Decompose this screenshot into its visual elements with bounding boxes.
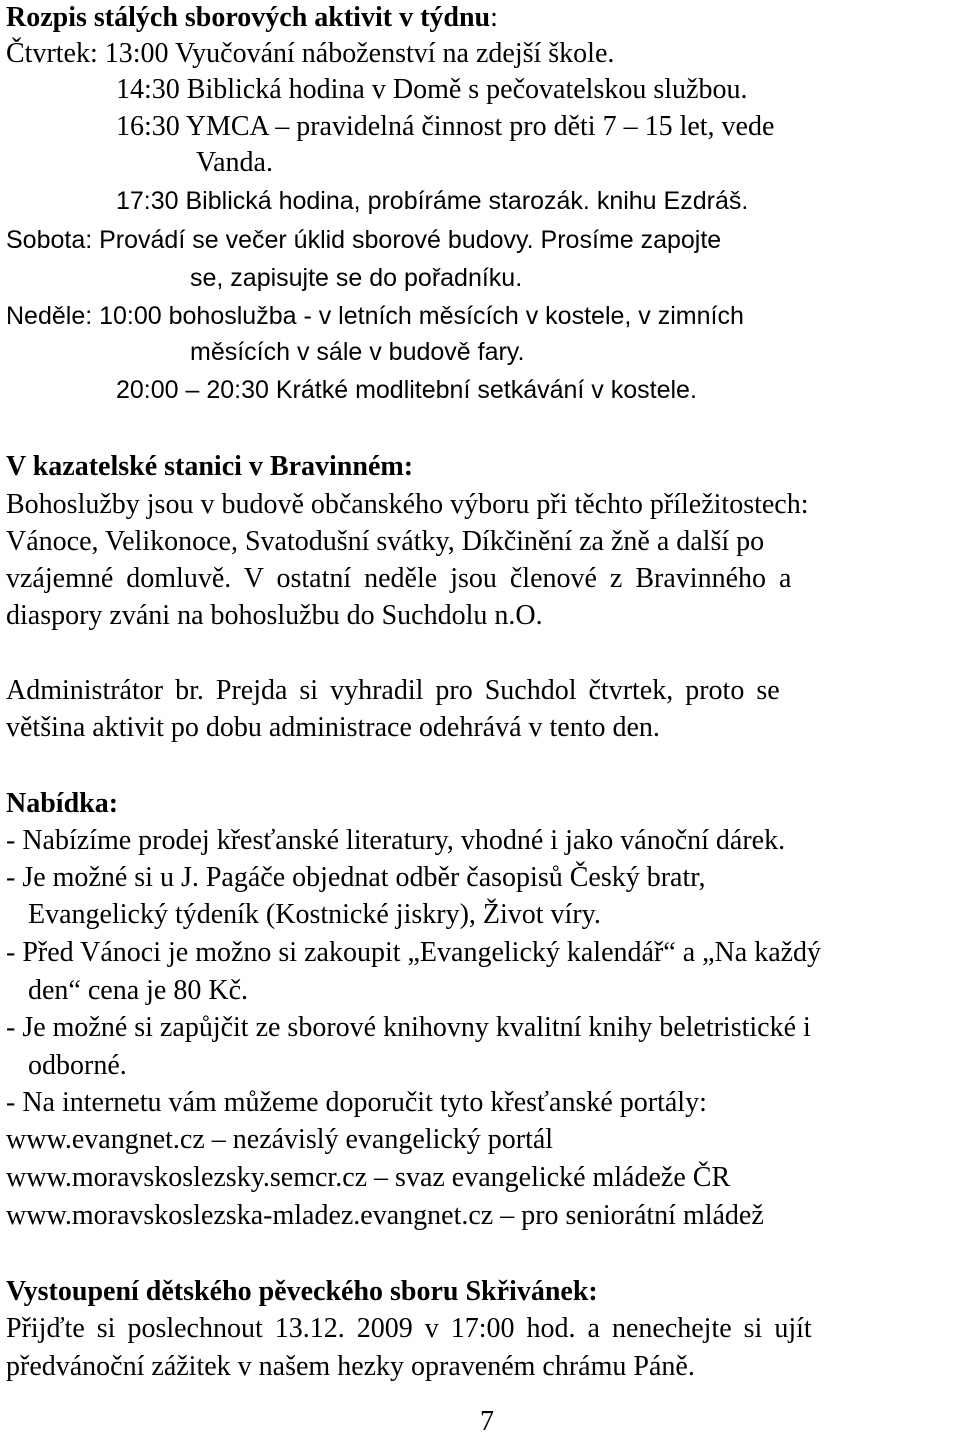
bravinne-heading: V kazatelské stanici v Bravinném: [6, 451, 414, 482]
admin-line-2: většina aktivit po dobu administrace odehrává v tento den. [6, 712, 660, 743]
portal-link-semcr: www.moravskoslezsky.semcr.cz – svaz evangelické mládeže ČR [6, 1162, 731, 1193]
offer-item-2-line-1: - Je možné si u J. Pagáče objednat odběr časopisů Český bratr, [6, 862, 706, 893]
portal-link-mladez: www.moravskoslezska-mladez.evangnet.cz – pro seniorátní mládež [6, 1200, 764, 1231]
schedule-thursday-line-3-cont: Vanda. [196, 147, 273, 178]
bravinne-line-2 [6, 524, 954, 560]
schedule-thursday-line-2: 14:30 Biblická hodina v Domě s pečovatelskou službou. [116, 74, 748, 105]
schedule-heading-colon: : [490, 2, 498, 33]
offer-item-4-line-2: odborné. [28, 1050, 127, 1081]
schedule-heading-text: Rozpis stálých sborových aktivit v týdnu [6, 2, 491, 33]
choir-heading: Vystoupení dětského pěveckého sboru Skřivánek: [6, 1276, 598, 1307]
offer-heading: Nabídka: [6, 788, 119, 819]
schedule-thursday-line-1: Čtvrtek: 13:00 Vyučování náboženství na zdejší škole. [6, 38, 615, 69]
schedule-heading [6, 0, 498, 36]
offer-item-3-line-1: - Před Vánoci je možno si zakoupit „Evangelický kalendář“ a „Na každý [6, 937, 822, 968]
offer-item-5: - Na internetu vám můžeme doporučit tyto křesťanské portály: [6, 1087, 707, 1118]
choir-line-2: předvánoční zážitek v našem hezky opraveném chrámu Páně. [6, 1351, 695, 1382]
choir-line-1: Přijďte si poslechnout 13.12. 2009 v 17:00 hod. a nenechejte si ujít [6, 1313, 812, 1344]
bravinne-line-1: Bohoslužby jsou v budově občanského výboru při těchto příležitostech: [6, 489, 809, 520]
offer-item-2-line-2: Evangelický týdeník (Kostnické jiskry), Život víry. [28, 899, 601, 930]
schedule-thursday-line-3: 16:30 YMCA – pravidelná činnost pro děti 7 – 15 let, vede [116, 111, 775, 142]
bravinne-line-3: vzájemné domluvě. V ostatní neděle jsou členové z Bravinného a [6, 563, 792, 594]
offer-item-3-line-2: den“ cena je 80 Kč. [28, 975, 248, 1006]
bravinne-line-2-text: Vánoce, Velikonoce, Svatodušní svátky, Díkčinění za žně a další po [6, 526, 765, 557]
schedule-sunday-line-1: Neděle: 10:00 bohoslužba - v letních měsících v kostele, v zimních [6, 302, 744, 330]
schedule-sunday-line-2: měsících v sále v budově fary. [190, 338, 525, 366]
offer-item-4-line-1: - Je možné si zapůjčit ze sborové knihovny kvalitní knihy beletristické i [6, 1012, 811, 1043]
admin-line-1: Administrátor br. Prejda si vyhradil pro Suchdol čtvrtek, proto se [6, 675, 780, 706]
schedule-saturday-line-1: Sobota: Provádí se večer úklid sborové budovy. Prosíme zapojte [6, 226, 722, 254]
schedule-saturday-line-2: se, zapisujte se do pořadníku. [190, 264, 523, 292]
schedule-sunday-line-3: 20:00 – 20:30 Krátké modlitební setkávání v kostele. [116, 376, 697, 404]
bravinne-line-4: diaspory zváni na bohoslužbu do Suchdolu n.O. [6, 600, 543, 631]
schedule-thursday-line-4: 17:30 Biblická hodina, probíráme starozák. knihu Ezdráš. [116, 187, 749, 215]
portal-link-evangnet: www.evangnet.cz – nezávislý evangelický portál [6, 1124, 554, 1155]
offer-item-1: - Nabízíme prodej křesťanské literatury, vhodné i jako vánoční dárek. [6, 825, 786, 856]
page-number: 7 [480, 1406, 494, 1437]
